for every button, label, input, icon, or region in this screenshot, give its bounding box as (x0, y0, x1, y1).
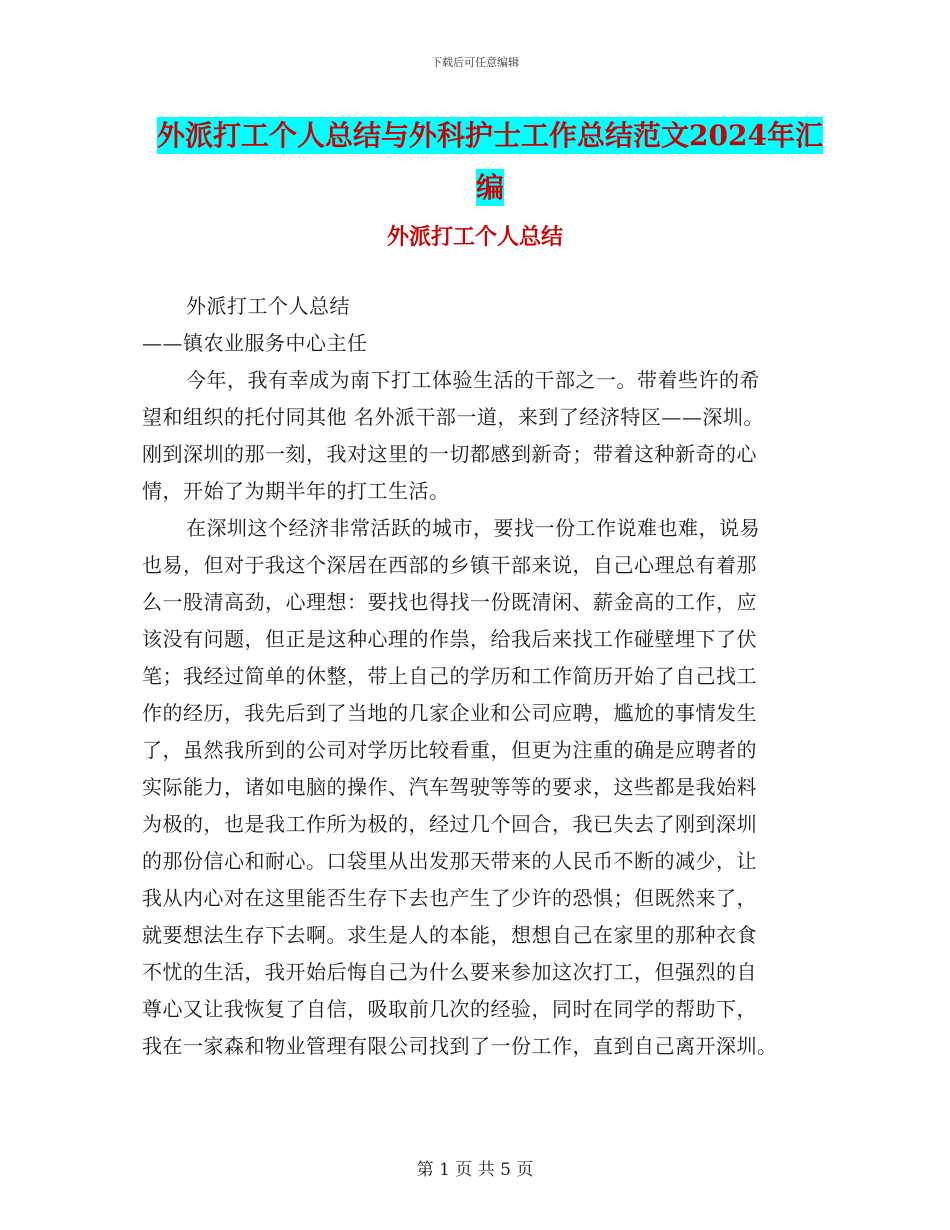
document-title (150, 110, 830, 214)
paragraph-line: 外派打工个人总结 (186, 294, 350, 318)
paragraph-line: 刚到深圳的那一刻，我对这里的一切都感到新奇；带着这种新奇的心 (142, 442, 757, 466)
paragraph-line: ——镇农业服务中心主任 (142, 331, 368, 355)
paragraph-line: 的那份信心和耐心。口袋里从出发那天带来的人民币不断的减少，让 (142, 849, 757, 873)
paragraph-line: 作的经历，我先后到了当地的几家企业和公司应聘，尴尬的事情发生 (142, 701, 757, 725)
paragraph-line: 该没有问题，但正是这种心理的作祟，给我后来找工作碰壁埋下了伏 (142, 627, 757, 651)
paragraph-line: 今年，我有幸成为南下打工体验生活的干部之一。带着些许的希 (186, 368, 760, 392)
paragraph-line: 也易，但对于我这个深居在西部的乡镇干部来说，自己心理总有着那 (142, 553, 757, 577)
paragraph-line: 我从内心对在这里能否生存下去也产生了少许的恐惧；但既然来了， (142, 886, 757, 910)
page-footer: 第 1 页 共 5 页 (416, 1160, 534, 1180)
title-line-2: 编 (475, 171, 504, 204)
paragraph-line: 在深圳这个经济非常活跃的城市，要找一份工作说难也难，说易 (186, 516, 760, 540)
paragraph-line: 了，虽然我所到的公司对学历比较看重，但更为注重的确是应聘者的 (142, 738, 757, 762)
body-text (142, 288, 822, 1065)
section-title: 外派打工个人总结 (386, 224, 563, 250)
paragraph-line: 望和组织的托付同其他 名外派干部一道，来到了经济特区——深圳。 (142, 405, 764, 429)
paragraph-line: 实际能力，诸如电脑的操作、汽车驾驶等等的要求，这些都是我始料 (142, 775, 757, 799)
paragraph-line: 不忧的生活，我开始后悔自己为什么要来参加这次打工，但强烈的自 (142, 960, 757, 984)
paragraph-line: 就要想法生存下去啊。求生是人的本能，想想自己在家里的那种衣食 (142, 923, 757, 947)
paragraph-line: 为极的，也是我工作所为极的，经过几个回合，我已失去了刚到深圳 (142, 812, 757, 836)
header-note: 下载后可任意编辑 (431, 56, 519, 69)
paragraph-line: 么一股清高劲，心理想：要找也得找一份既清闲、薪金高的工作，应 (142, 590, 757, 614)
title-line-1: 外派打工个人总结与外科护士工作总结范文2024年汇 (157, 119, 823, 152)
paragraph-line: 尊心又让我恢复了自信，吸取前几次的经验，同时在同学的帮助下， (142, 997, 757, 1021)
paragraph-line: 我在一家森和物业管理有限公司找到了一份工作，直到自己离开深圳。 (142, 1034, 778, 1058)
paragraph-line: 情，开始了为期半年的打工生活。 (142, 479, 450, 503)
paragraph-line: 笔；我经过简单的休整，带上自己的学历和工作简历开始了自己找工 (142, 664, 757, 688)
